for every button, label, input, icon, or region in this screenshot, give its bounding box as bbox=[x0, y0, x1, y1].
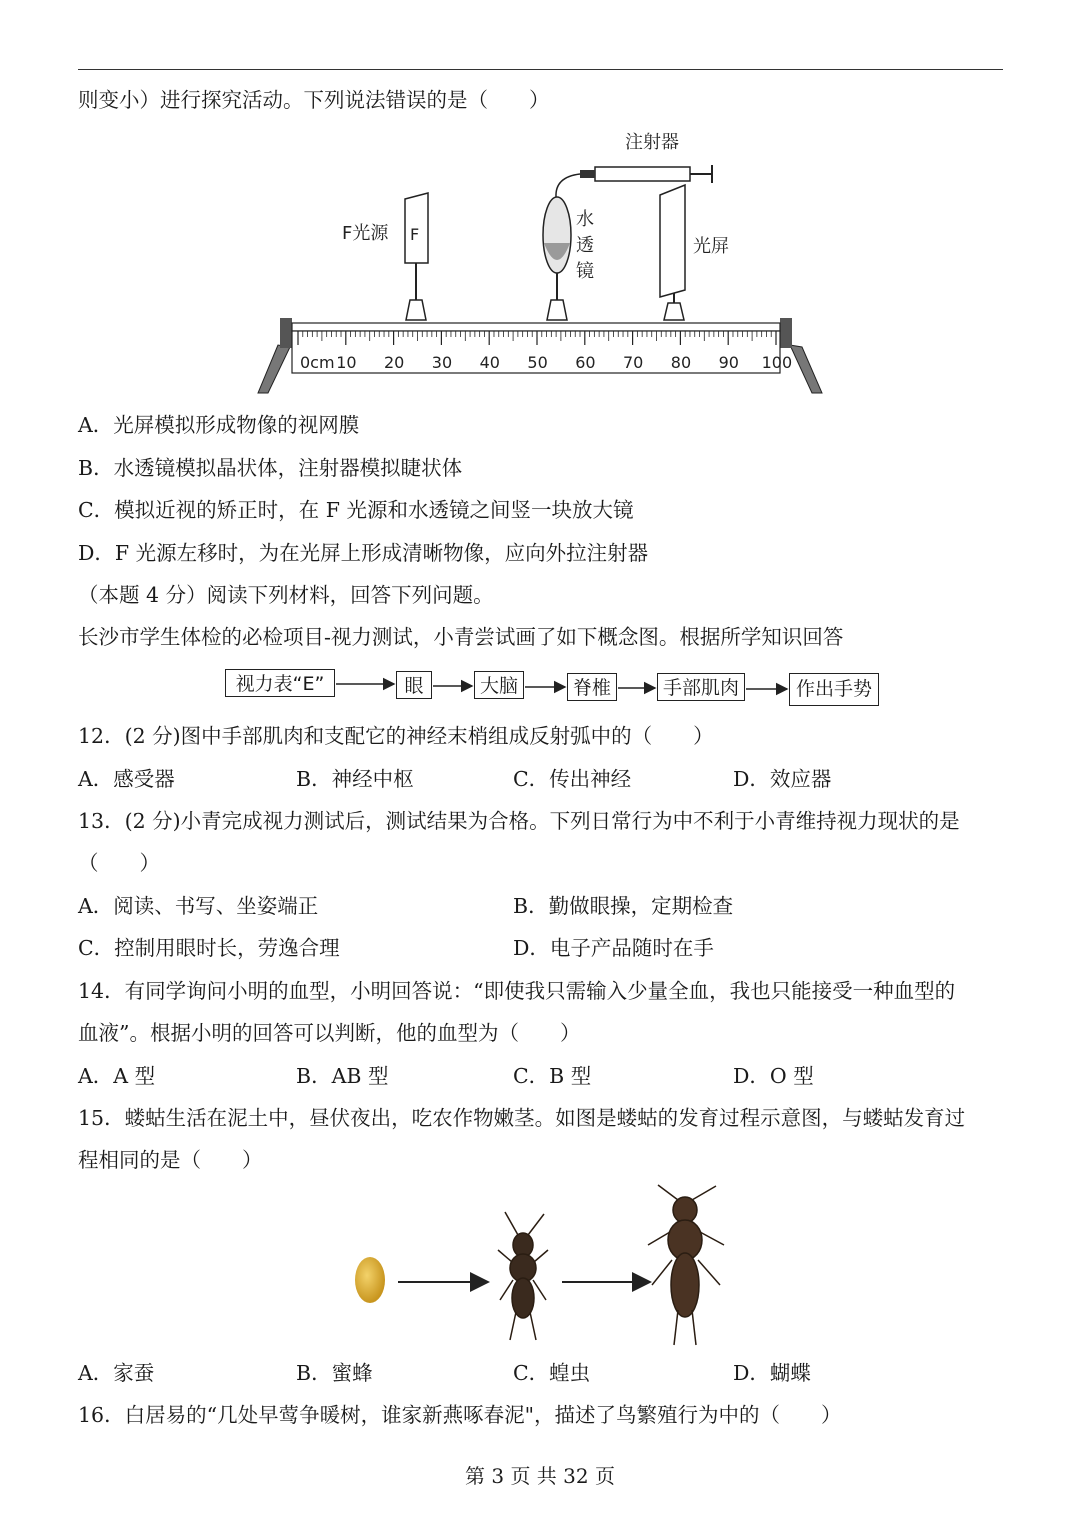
nymph-icon bbox=[498, 1212, 548, 1340]
material-text: 长沙市学生体检的必检项目-视力测试，小青尝试画了如下概念图。根据所学知识回答 bbox=[78, 625, 844, 649]
ruler-label: 30 bbox=[431, 353, 453, 372]
q15-option-c: C．蝗虫 bbox=[513, 1361, 591, 1385]
q11-option-c: C．模拟近视的矫正时，在 F 光源和水透镜之间竖一块放大镜 bbox=[78, 498, 634, 522]
ruler-label: 60 bbox=[575, 353, 596, 372]
q13-option-b: B．勤做眼操，定期检查 bbox=[513, 894, 734, 918]
concept-node-hand-muscle: 手部肌肉 bbox=[657, 673, 745, 701]
q12-option-a: A．感受器 bbox=[78, 767, 175, 791]
q14-option-c: C．B 型 bbox=[513, 1064, 592, 1088]
page-number: 第 3 页 共 32 页 bbox=[465, 1464, 615, 1488]
q11-option-b: B．水透镜模拟晶状体，注射器模拟睫状体 bbox=[78, 456, 463, 480]
adult-mole-cricket-icon bbox=[648, 1185, 724, 1345]
q15-stem: 15．蝼蛄生活在泥土中，昼伏夜出，吃农作物嫩茎。如图是蝼蛄的发育过程示意图，与蝼蛄发育过 bbox=[78, 1106, 966, 1130]
lens-label-3: 镜 bbox=[576, 261, 594, 282]
q14-stem: 14．有同学询问小明的血型，小明回答说：“即使我只需输入少量全血，我也只能接受一种血型的 bbox=[78, 979, 956, 1003]
q16-stem: 16．白居易的“几处早莺争暖树，谁家新燕啄春泥"，描述了鸟繁殖行为中的（ ） bbox=[78, 1403, 842, 1427]
q14-option-d: D．O 型 bbox=[733, 1064, 814, 1088]
f-source-label: F光源 bbox=[342, 223, 389, 244]
q12-option-d: D．效应器 bbox=[733, 767, 832, 791]
ruler-label: 90 bbox=[718, 353, 739, 372]
concept-node-gesture: 作出手势 bbox=[789, 673, 879, 706]
q13-stem: 13．(2 分)小青完成视力测试后，测试结果为合格。下列日常行为中不利于小青维持视力现状的是 bbox=[78, 809, 960, 833]
q12-stem: 12．(2 分)图中手部肌肉和支配它的神经末梢组成反射弧中的（ ） bbox=[78, 724, 714, 748]
q15-option-d: D．蝴蝶 bbox=[733, 1361, 811, 1385]
question-intro-tail: 则变小）进行探究活动。下列说法错误的是（ ） bbox=[78, 88, 550, 112]
ruler-label: 100 bbox=[761, 353, 793, 372]
q14-option-a: A．A 型 bbox=[78, 1064, 156, 1088]
q13-stem-cont: （ ） bbox=[78, 851, 160, 875]
q12-option-c: C．传出神经 bbox=[513, 767, 632, 791]
lens-label-1: 水 bbox=[576, 209, 594, 230]
q15-option-a: A．家蚕 bbox=[78, 1361, 155, 1385]
screen-label: 光屏 bbox=[693, 236, 729, 257]
q15-option-b: B．蜜蜂 bbox=[296, 1361, 373, 1385]
ruler-label: 40 bbox=[479, 353, 500, 372]
q12-option-b: B．神经中枢 bbox=[296, 767, 414, 791]
concept-node-brain: 大脑 bbox=[474, 671, 524, 699]
q11-option-a: A．光屏模拟形成物像的视网膜 bbox=[78, 413, 360, 437]
q11-option-d: D．F 光源左移时，为在光屏上形成清晰物像，应向外拉注射器 bbox=[78, 541, 649, 565]
q13-option-a: A．阅读、书写、坐姿端正 bbox=[78, 894, 319, 918]
q14-option-b: B．AB 型 bbox=[296, 1064, 389, 1088]
ruler-label: 50 bbox=[527, 353, 548, 372]
q13-option-d: D．电子产品随时在手 bbox=[513, 936, 714, 960]
syringe-label: 注射器 bbox=[625, 132, 679, 153]
concept-node-spine: 脊椎 bbox=[567, 673, 617, 701]
section-intro: （本题 4 分）阅读下列材料，回答下列问题。 bbox=[78, 583, 494, 607]
concept-arrows bbox=[0, 0, 1080, 720]
ruler-label: 80 bbox=[670, 353, 692, 372]
q14-stem-cont: 血液”。根据小明的回答可以判断，他的血型为（ ） bbox=[78, 1021, 581, 1045]
ruler-label: 70 bbox=[623, 353, 644, 372]
q13-option-c: C．控制用眼时长，劳逸合理 bbox=[78, 936, 340, 960]
ruler-label: 0cm bbox=[300, 353, 335, 372]
concept-node-chart: 视力表“E” bbox=[225, 669, 335, 697]
egg-icon bbox=[355, 1257, 385, 1303]
mole-cricket-development-diagram bbox=[340, 1180, 740, 1350]
q15-stem-cont: 程相同的是（ ） bbox=[78, 1148, 263, 1172]
concept-node-eye: 眼 bbox=[396, 671, 432, 699]
ruler-label: 20 bbox=[384, 353, 405, 372]
ruler-label: 10 bbox=[336, 353, 357, 372]
f-letter: F bbox=[410, 225, 420, 244]
lens-label-2: 透 bbox=[576, 235, 594, 256]
